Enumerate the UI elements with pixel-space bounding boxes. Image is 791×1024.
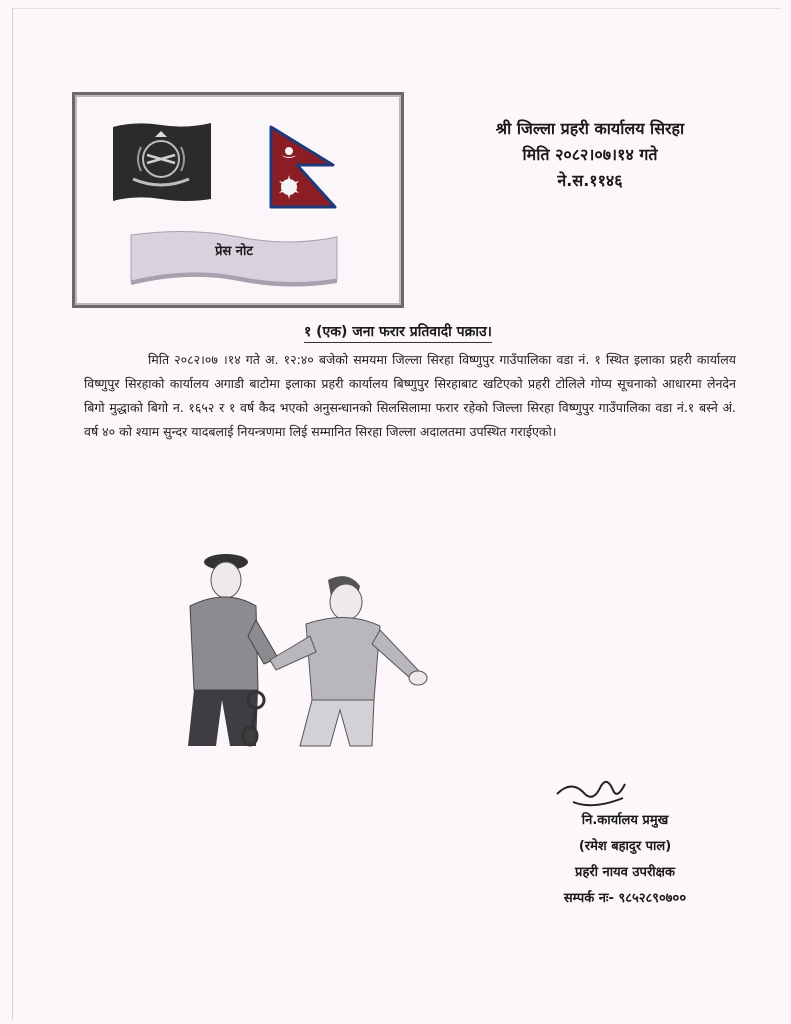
signature-icon (553, 776, 633, 812)
reference-number: ने.स.११४६ (557, 171, 623, 190)
press-note-body: मिति २०८२।०७ ।१४ गते अ. १२:४० बजेको समयमा जिल्ला सिरहा विष्णुपुर गाउँपालिका वडा नं. १ स्थित इलाका प्रहरी कार्यालय विष्णुपुर सिरहाको कार्यालय अगाडी बाटोमा इलाका प्रहरी कार्यालय बिष्णुपुर सिरहाबाट खटिएको प्रहरी टोलिले गोप्य सूचनाको आधारमा लेनदेन बिगो मुद्धाको बिगो न. १६५२ र १ वर्ष कैद भएको अनुसन्धानको सिलसिलामा फरार रहेको जिल्ला सिरहा विष्णुपुर गाउँपालिका वडा नं.१ बस्ने अं. वर्ष ४० को श्याम सुन्दर यादबलाई नियन्त्रणमा लिई सम्मानित सिरहा जिल्ला अदालतमा उपस्थित गराईएको। (84, 352, 736, 439)
logo-box (72, 92, 404, 308)
signatory-name: (रमेश बहादुर पाल) (578, 839, 672, 854)
police-emblem-icon (111, 121, 213, 203)
signature-block (520, 808, 730, 912)
office-name: श्री जिल्ला प्रहरी कार्यालय सिरहा (495, 119, 685, 138)
nepal-flag-icon (267, 125, 339, 209)
signatory-title: नि.कार्यालय प्रमुख (581, 813, 669, 828)
police-arrest-illustration-icon (160, 540, 430, 750)
office-header (440, 116, 740, 194)
press-note-headline: १ (एक) जना फरार प्रतिवादी पक्राउ। (304, 322, 492, 343)
contact-number: सम्पर्क नः- ९८५२८९०७०० (563, 891, 687, 906)
issue-date: मिति २०८२।०७।१४ गते (522, 145, 658, 164)
signatory-rank: प्रहरी नायव उपरीक्षक (575, 865, 675, 880)
press-note-label: प्रेस नोट (215, 244, 253, 259)
